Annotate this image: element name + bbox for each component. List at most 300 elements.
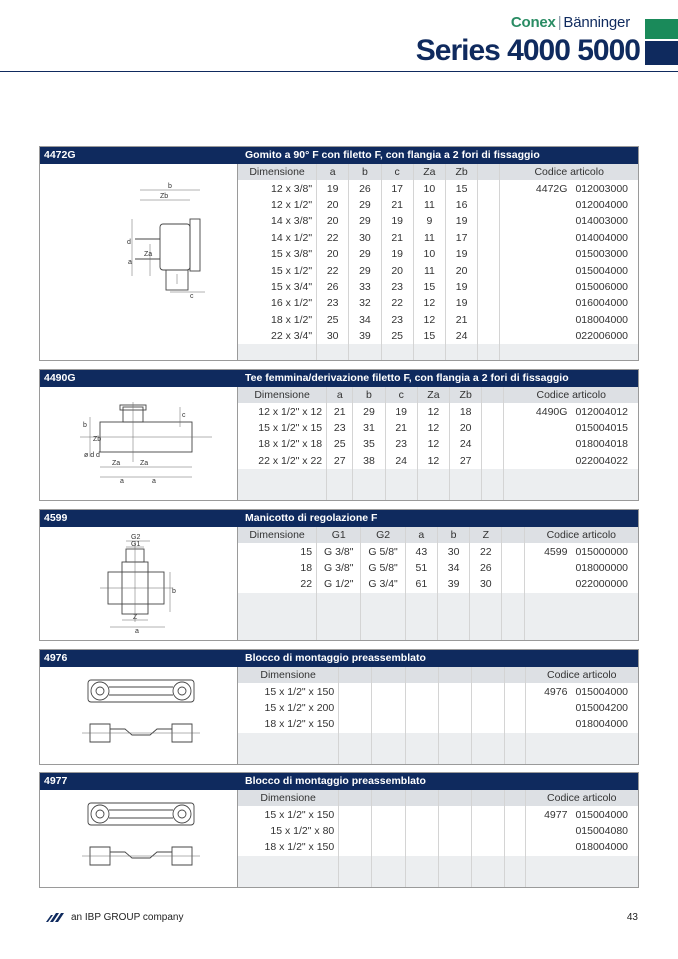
table-row [238, 839, 638, 855]
table-filler-row [238, 469, 638, 500]
cell-value: 19 [446, 295, 478, 311]
table-header-row [238, 387, 638, 403]
cell-value: 22 [317, 230, 349, 246]
cell-value [339, 700, 372, 716]
product-block-2 [39, 509, 639, 641]
product-table [238, 387, 638, 500]
table-header-row [238, 164, 638, 180]
cell-value: G 1/2" [317, 576, 361, 592]
cell-dimension: 15 x 1/2" x 200 [238, 700, 339, 716]
brand-conex: Conex [510, 14, 556, 31]
label-za2: Za [140, 460, 149, 467]
cell-value: 21 [327, 403, 353, 419]
cell-spacer [505, 839, 525, 855]
label-c: c [190, 293, 194, 300]
column-header [438, 667, 471, 683]
filler-cell [405, 593, 437, 640]
product-block-3 [39, 649, 639, 765]
product-code: 4976 [44, 652, 68, 664]
cell-value: 21 [381, 197, 413, 213]
cell-value: 16 [446, 197, 478, 213]
cell-value: 24 [446, 328, 478, 344]
cell-value: 23 [381, 279, 413, 295]
cell-dimension: 22 x 1/2" x 22 [238, 453, 327, 469]
column-header-dimension: Dimensione [238, 527, 317, 543]
column-header: Za [417, 387, 449, 403]
cell-value [339, 683, 372, 699]
column-header [372, 667, 405, 683]
cell-value: 21 [385, 420, 417, 436]
article-number: 014004000 [575, 231, 628, 244]
column-header-dimension: Dimensione [238, 790, 339, 806]
table-row [238, 716, 638, 732]
technical-drawing [40, 164, 238, 360]
cell-value: 39 [349, 328, 381, 344]
cell-value: 19 [446, 246, 478, 262]
cell-value: 61 [405, 576, 437, 592]
filler-cell [238, 469, 327, 500]
article-number: 015004080 [575, 824, 628, 837]
cell-value: 19 [381, 213, 413, 229]
cell-value: 11 [413, 262, 445, 278]
column-spacer [482, 387, 504, 403]
cell-value: 33 [349, 279, 381, 295]
column-header: a [327, 387, 353, 403]
cell-value [405, 716, 438, 732]
filler-cell [361, 593, 405, 640]
column-header: Zb [450, 387, 482, 403]
table-header-row [238, 790, 638, 806]
cell-value: 12 [417, 453, 449, 469]
filler-cell [317, 593, 361, 640]
cell-spacer [478, 295, 500, 311]
filler-cell [238, 856, 339, 887]
table-row [238, 453, 638, 469]
column-spacer [502, 527, 524, 543]
cell-dimension: 18 x 1/2" x 150 [238, 716, 339, 732]
cell-dimension: 22 [238, 576, 317, 592]
cell-value: 26 [470, 560, 502, 576]
cell-value [372, 700, 405, 716]
elbow-body [160, 224, 190, 270]
table-filler-row [238, 856, 638, 887]
series-title: Series 4000 5000 [415, 34, 640, 67]
block-header [40, 773, 638, 790]
label-g1: G1 [131, 541, 141, 548]
product-table [238, 527, 638, 640]
cell-value [372, 839, 405, 855]
block-bar [109, 810, 173, 818]
cell-article-code [525, 823, 638, 839]
cell-value [438, 716, 471, 732]
technical-drawing [40, 387, 238, 500]
cell-value: G 3/4" [361, 576, 405, 592]
block-header [40, 147, 638, 164]
cell-value [472, 716, 505, 732]
product-diagram [40, 164, 238, 360]
filler-cell [482, 469, 504, 500]
filler-cell [505, 856, 525, 887]
article-prefix: 4976 [544, 685, 568, 698]
cell-value: 27 [327, 453, 353, 469]
cell-article-code [500, 180, 638, 196]
column-header [372, 790, 405, 806]
dimension-lines [132, 190, 205, 292]
article-number: 012004000 [575, 198, 628, 211]
coupling-axis [100, 542, 172, 622]
cell-value: 25 [317, 312, 349, 328]
cell-value [339, 823, 372, 839]
article-number: 018004000 [575, 313, 628, 326]
cell-value: 12 [417, 436, 449, 452]
block-port-left [91, 682, 109, 700]
cell-value: 20 [446, 262, 478, 278]
column-header [472, 667, 505, 683]
cell-dimension: 12 x 1/2" x 12 [238, 403, 327, 419]
cell-value: 34 [349, 312, 381, 328]
cell-value: 32 [349, 295, 381, 311]
cell-spacer [502, 543, 524, 559]
cell-spacer [502, 560, 524, 576]
article-number: 015000000 [575, 545, 628, 558]
filler-cell [525, 856, 638, 887]
table-row [238, 213, 638, 229]
filler-cell [238, 733, 339, 764]
column-header [405, 667, 438, 683]
filler-cell [504, 469, 638, 500]
table-row [238, 823, 638, 839]
cell-spacer [478, 312, 500, 328]
cell-value: 20 [381, 262, 413, 278]
filler-cell [372, 733, 405, 764]
filler-cell [349, 344, 381, 360]
table-filler-row [238, 733, 638, 764]
cell-dimension: 15 x 1/2" x 150 [238, 806, 339, 822]
table-row [238, 683, 638, 699]
block-header [40, 650, 638, 667]
cell-value: 23 [381, 312, 413, 328]
cell-article-code [525, 716, 638, 732]
cell-value: 20 [317, 246, 349, 262]
cell-article-code [500, 197, 638, 213]
article-number: 015004000 [575, 685, 628, 698]
cell-value: 24 [385, 453, 417, 469]
filler-cell [438, 856, 471, 887]
cell-value [405, 823, 438, 839]
cell-article-code [525, 683, 638, 699]
cell-dimension: 15 x 3/4" [238, 279, 317, 295]
cell-value: 9 [413, 213, 445, 229]
table-row [238, 543, 638, 559]
cell-spacer [502, 576, 524, 592]
column-header: Zb [446, 164, 478, 180]
cell-dimension: 15 x 1/2" x 15 [238, 420, 327, 436]
label-za: Za [144, 251, 153, 258]
block-port-right [173, 805, 191, 823]
cell-spacer [482, 420, 504, 436]
cell-spacer [478, 197, 500, 213]
column-header: b [437, 527, 469, 543]
cell-article-code [525, 700, 638, 716]
cell-article-code [500, 328, 638, 344]
table-row [238, 328, 638, 344]
label-g2: G2 [131, 534, 141, 541]
label-b: b [172, 588, 176, 595]
cell-article-code [504, 420, 638, 436]
article-number: 012004012 [575, 405, 628, 418]
filler-cell [438, 733, 471, 764]
cell-dimension: 15 [238, 543, 317, 559]
cell-article-code [504, 436, 638, 452]
cell-value [372, 806, 405, 822]
cell-value [438, 700, 471, 716]
article-prefix: 4599 [544, 545, 568, 558]
cell-spacer [478, 230, 500, 246]
cell-value [339, 839, 372, 855]
filler-cell [353, 469, 385, 500]
article-prefix: 4977 [544, 808, 568, 821]
filler-cell [450, 469, 482, 500]
cell-value: 30 [437, 543, 469, 559]
table-row [238, 700, 638, 716]
technical-drawing [40, 527, 238, 640]
filler-cell [524, 593, 638, 640]
cell-spacer [478, 180, 500, 196]
page-number: 43 [626, 912, 638, 923]
cell-value: 19 [385, 403, 417, 419]
cell-article-code [524, 543, 638, 559]
cell-spacer [478, 328, 500, 344]
block-port-left [91, 805, 109, 823]
table-row [238, 295, 638, 311]
technical-drawing [40, 667, 238, 764]
product-code: 4977 [44, 775, 68, 787]
cell-value: 30 [470, 576, 502, 592]
cell-value: 11 [413, 197, 445, 213]
cell-value: 31 [353, 420, 385, 436]
cell-dimension: 15 x 1/2" x 150 [238, 683, 339, 699]
cell-value [438, 839, 471, 855]
cell-spacer [482, 403, 504, 419]
block-port-right-inner [178, 810, 186, 818]
filler-cell [502, 593, 524, 640]
article-number: 018004000 [575, 841, 628, 854]
column-header-code: Codice articolo [524, 527, 638, 543]
article-number: 015006000 [575, 280, 628, 293]
cell-value: 23 [317, 295, 349, 311]
product-block-4 [39, 772, 639, 888]
cell-value: 12 [413, 295, 445, 311]
cell-value [438, 823, 471, 839]
product-code: 4490G [44, 372, 76, 384]
filler-cell [478, 344, 500, 360]
product-title: Gomito a 90° F con filetto F, con flangia a 2 fori di fissaggio [245, 149, 540, 161]
column-header [472, 790, 505, 806]
column-header: c [385, 387, 417, 403]
label-a2: a [152, 478, 156, 485]
column-header-dimension: Dimensione [238, 164, 317, 180]
header-rule [0, 71, 678, 72]
brand-logo [511, 14, 630, 31]
filler-cell [238, 593, 317, 640]
column-header [339, 790, 372, 806]
product-title: Blocco di montaggio preassemblato [245, 652, 426, 664]
cell-value: 29 [349, 262, 381, 278]
cell-value: 25 [327, 436, 353, 452]
filler-cell [437, 593, 469, 640]
label-c: c [182, 412, 186, 419]
cell-article-code [524, 576, 638, 592]
table-filler-row [238, 344, 638, 360]
block-header [40, 370, 638, 387]
filler-cell [372, 856, 405, 887]
label-zb: Zb [160, 193, 169, 200]
cell-value [405, 806, 438, 822]
cell-value [472, 839, 505, 855]
cell-value [372, 823, 405, 839]
table-row [238, 230, 638, 246]
cell-dimension: 18 x 1/2" [238, 312, 317, 328]
label-a: a [128, 259, 132, 266]
cell-value: 25 [381, 328, 413, 344]
cell-spacer [478, 246, 500, 262]
article-number: 022006000 [575, 330, 628, 343]
article-number: 015003000 [575, 248, 628, 261]
company-text: an IBP GROUP company [71, 912, 184, 923]
table-row [238, 279, 638, 295]
column-header [339, 667, 372, 683]
cell-value: 12 [417, 420, 449, 436]
product-code: 4599 [44, 512, 68, 524]
technical-drawing [40, 790, 238, 887]
column-header: a [317, 164, 349, 180]
cell-spacer [482, 436, 504, 452]
table-row [238, 180, 638, 196]
cell-spacer [505, 700, 525, 716]
cell-value: 12 [417, 403, 449, 419]
filler-cell [339, 733, 372, 764]
cell-value [438, 683, 471, 699]
cell-value: 29 [349, 246, 381, 262]
brand-banninger: Bänninger [563, 14, 630, 31]
label-a: a [135, 628, 139, 635]
cell-value: 15 [446, 180, 478, 196]
filler-cell [327, 469, 353, 500]
cell-article-code [504, 453, 638, 469]
cell-value [339, 716, 372, 732]
filler-cell [470, 593, 502, 640]
brand-square-navy [645, 41, 678, 65]
block-port-left-inner [96, 687, 104, 695]
table-row [238, 806, 638, 822]
article-number: 022000000 [575, 578, 628, 591]
cell-spacer [478, 262, 500, 278]
cell-value: 10 [413, 246, 445, 262]
cell-dimension: 15 x 1/2" x 80 [238, 823, 339, 839]
cell-value [339, 806, 372, 822]
cell-value: 19 [317, 180, 349, 196]
cell-dimension: 22 x 3/4" [238, 328, 317, 344]
filler-cell [505, 733, 525, 764]
filler-cell [472, 733, 505, 764]
table-row [238, 436, 638, 452]
cell-value: 29 [353, 403, 385, 419]
cell-value [472, 700, 505, 716]
cell-dimension: 15 x 3/8" [238, 246, 317, 262]
table-row [238, 403, 638, 419]
filler-cell [417, 469, 449, 500]
brand-square-green [645, 19, 678, 39]
cell-article-code [500, 246, 638, 262]
cell-value [472, 683, 505, 699]
cell-value: 51 [405, 560, 437, 576]
product-diagram [40, 667, 238, 764]
cell-article-code [500, 295, 638, 311]
cell-value [405, 700, 438, 716]
cell-value: 22 [381, 295, 413, 311]
cell-value: 35 [353, 436, 385, 452]
product-diagram [40, 527, 238, 640]
cell-article-code [524, 560, 638, 576]
product-title: Tee femmina/derivazione filetto F, con flangia a 2 fori di fissaggio [245, 372, 569, 384]
cell-spacer [505, 806, 525, 822]
cell-spacer [505, 683, 525, 699]
cell-value: 22 [317, 262, 349, 278]
filler-cell [381, 344, 413, 360]
cell-value: 17 [381, 180, 413, 196]
cell-article-code [500, 279, 638, 295]
cell-spacer [482, 453, 504, 469]
column-header: c [381, 164, 413, 180]
cell-article-code [500, 262, 638, 278]
label-b: b [83, 422, 87, 429]
filler-cell [500, 344, 638, 360]
cell-value [472, 806, 505, 822]
article-number: 018004000 [575, 718, 628, 731]
product-block-0 [39, 146, 639, 361]
product-table [238, 164, 638, 360]
column-header [438, 790, 471, 806]
article-number: 014003000 [575, 215, 628, 228]
column-header-code: Codice articolo [525, 790, 638, 806]
cell-value: G 5/8" [361, 560, 405, 576]
product-table [238, 790, 638, 887]
article-prefix: 4472G [535, 182, 568, 195]
article-number: 015004000 [575, 808, 628, 821]
cell-value: 27 [450, 453, 482, 469]
product-table [238, 667, 638, 764]
cell-article-code [525, 839, 638, 855]
label-b: b [168, 183, 172, 190]
column-header-code: Codice articolo [525, 667, 638, 683]
label-z: Z [133, 614, 138, 621]
cell-value: 24 [450, 436, 482, 452]
footer-company [46, 912, 183, 923]
column-header: G2 [361, 527, 405, 543]
cell-value: 26 [349, 180, 381, 196]
table-row [238, 197, 638, 213]
filler-cell [339, 856, 372, 887]
block-port-right [173, 682, 191, 700]
product-block-1 [39, 369, 639, 501]
table-header-row [238, 527, 638, 543]
ibp-logo-icon [46, 913, 66, 922]
column-spacer [505, 790, 525, 806]
cell-value [405, 683, 438, 699]
cell-dimension: 14 x 1/2" [238, 230, 317, 246]
table-row [238, 420, 638, 436]
article-number: 015004015 [575, 421, 628, 434]
